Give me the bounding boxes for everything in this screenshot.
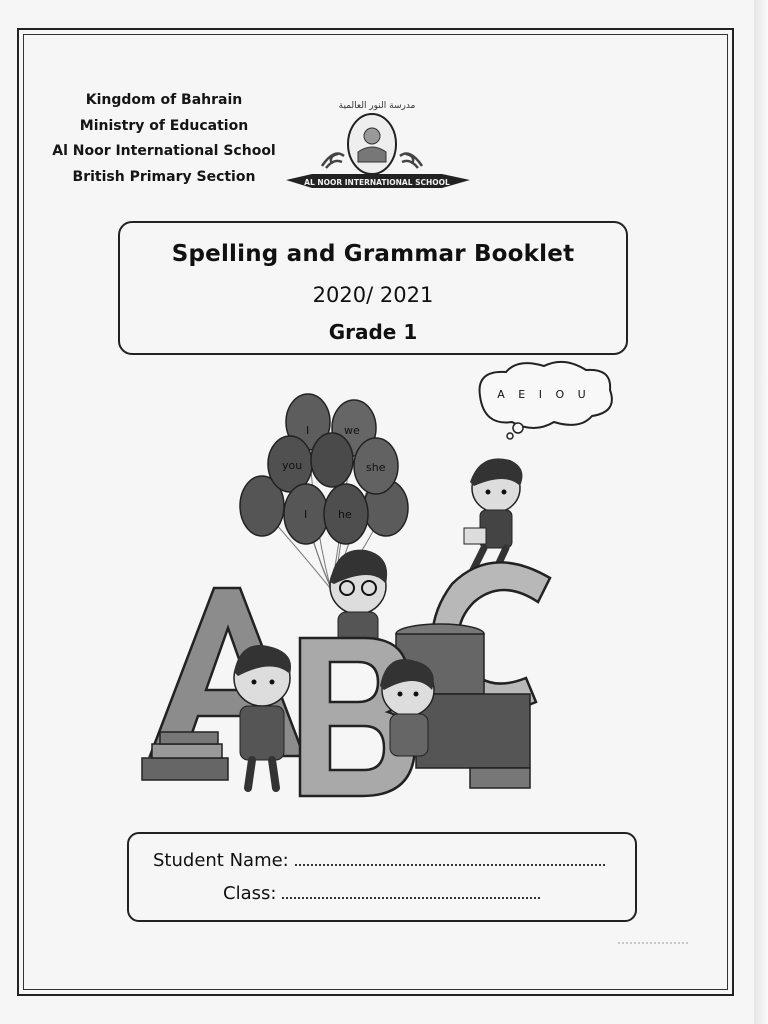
page-edge-shadow [754, 0, 768, 1024]
grade-label: Grade 1 [328, 320, 418, 344]
class-blank[interactable] [282, 896, 540, 899]
header-line-kingdom: Kingdom of Bahrain [85, 92, 243, 108]
logo-arabic-text: مدرسة النور العالمية [338, 101, 416, 111]
balloon-word: we [344, 424, 360, 437]
logo-banner-text: AL NOOR INTERNATIONAL SCHOOL [304, 178, 450, 187]
book-stack [142, 732, 228, 780]
boy-hugging-a-figure [234, 645, 291, 788]
class-row [223, 883, 540, 904]
logo-laurel-left [322, 154, 344, 168]
school-header [44, 88, 284, 190]
student-name-row [153, 850, 605, 871]
title-box [118, 221, 628, 355]
balloon-word: you [282, 459, 303, 472]
abc-kids-illustration [140, 356, 620, 806]
header-line-ministry: Ministry of Education [79, 117, 249, 134]
balloon-word: she [366, 461, 386, 474]
boy-reading-figure [464, 458, 522, 578]
student-info-box [127, 832, 637, 922]
student-name-blank[interactable] [295, 863, 605, 866]
academic-year: 2020/ 2021 [312, 283, 434, 307]
thought-bubble-text: A E I O U [497, 388, 591, 401]
balloon-word: I [304, 508, 308, 521]
balloon-word: I [306, 424, 310, 437]
student-name-label: Student Name: [153, 850, 289, 871]
header-line-school: Al Noor International School [52, 143, 276, 159]
balloon-bunch [240, 394, 408, 544]
thought-bubble [480, 362, 612, 439]
balloon-word: he [338, 508, 352, 521]
header-line-section: British Primary Section [72, 168, 256, 185]
school-logo [282, 96, 472, 196]
logo-laurel-right [400, 154, 422, 168]
class-label: Class: [223, 883, 277, 904]
booklet-title: Spelling and Grammar Booklet [171, 241, 575, 267]
balloon [311, 433, 353, 487]
scan-artifact [618, 940, 688, 944]
